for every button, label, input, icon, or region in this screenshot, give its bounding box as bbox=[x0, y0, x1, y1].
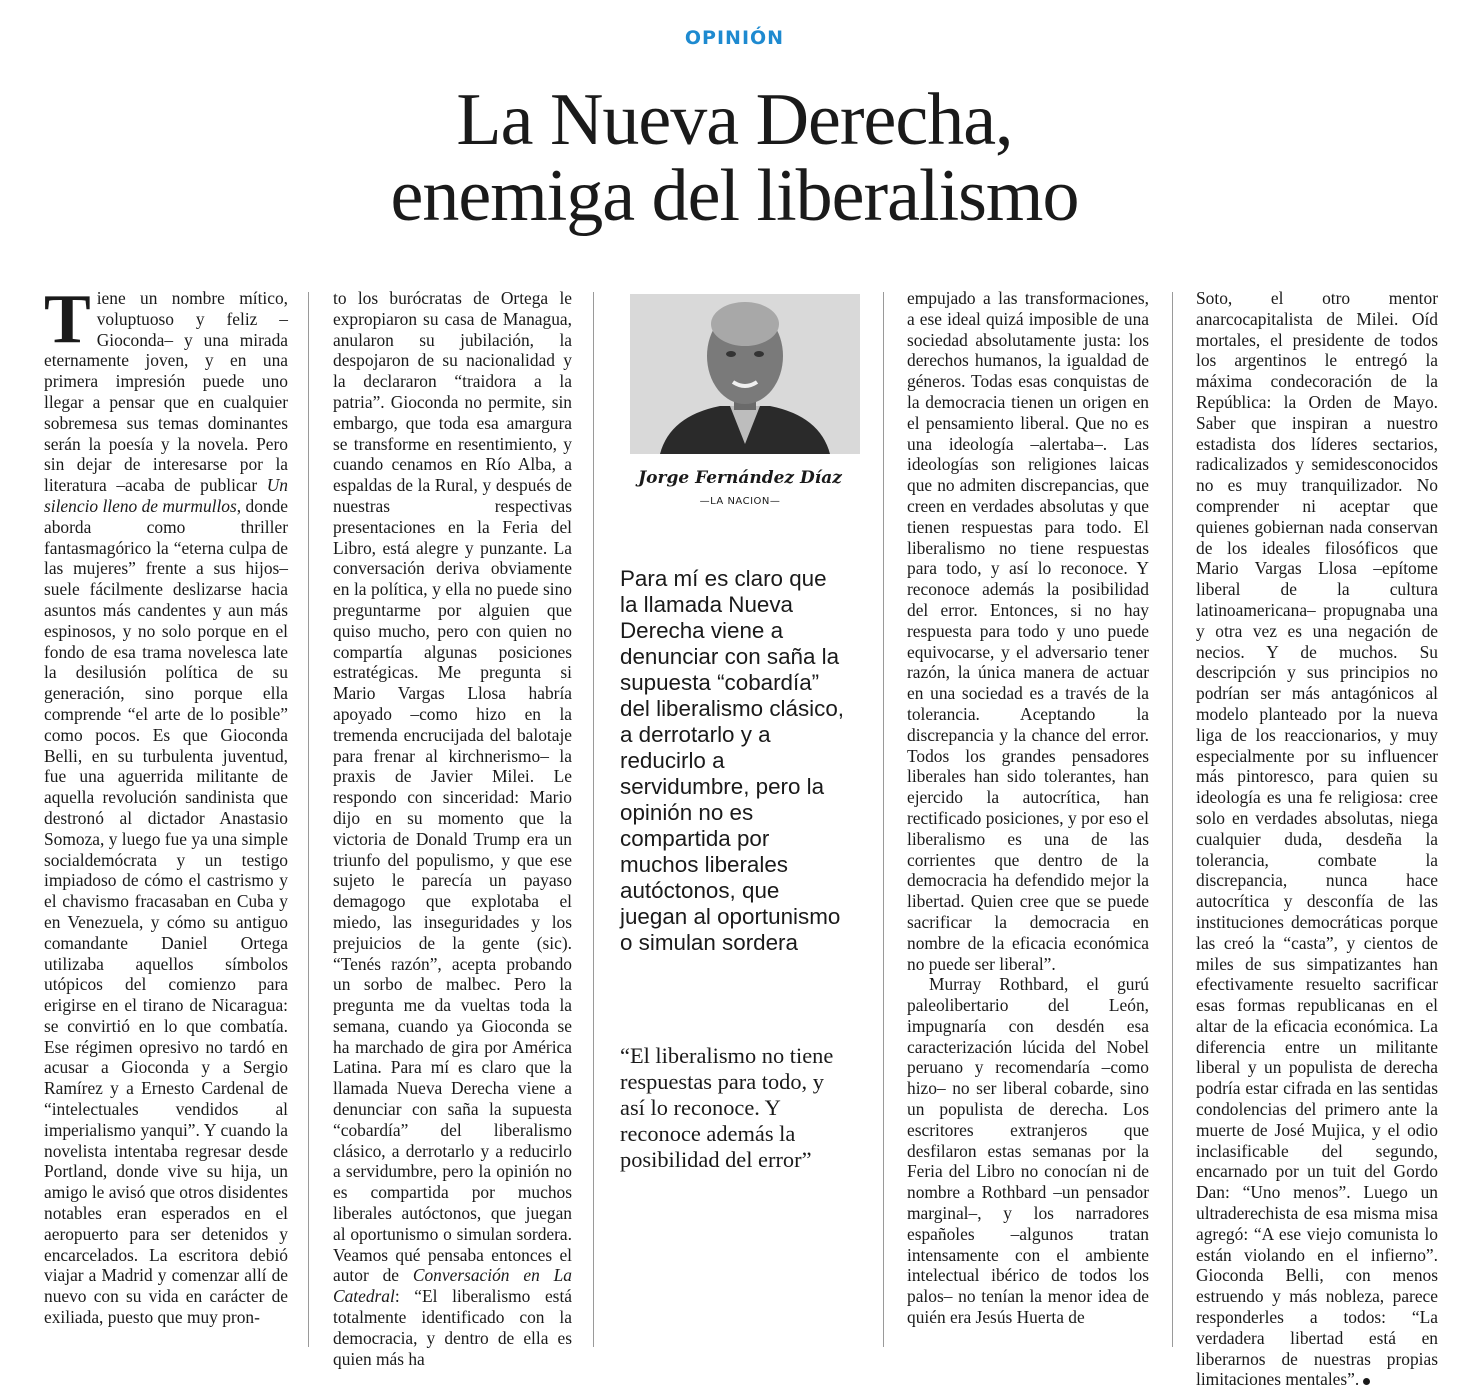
section-label: OPINIÓN bbox=[684, 27, 785, 49]
author-name: Jorge Fernández Díaz bbox=[638, 468, 842, 488]
body-text: to los burócratas de Ortega le expropiaron su casa de Managua, anularon su jubilación, la despojaron de su nacionalidad y la declararon “traidora a la patria”. Gioconda no permite, sin embargo, que toda esa amargura se transforme en resentimiento, y cuando cenamos en Río Alba, a espaldas de la Rural, y después de nuestras respectivas presentaciones en la Feria del Libro, está alegre y punzante. La conversación deriva obviamente en la política, y ella no puede sino preguntarme por alguien que quiso mucho, pero con quien no compartía algunas posiciones estratégicas. Me pregunta si Mario Vargas Llosa habría apoyado –como hizo en la tremenda encrucijada del balotaje para frenar al kirchnerismo– la praxis de Javier Milei. Le respondo con sinceridad: Mario dijo en su momento que la victoria de Donald Trump era un triunfo del populismo, y que ese sujeto le parecía un payaso demagogo que explotaba el miedo, las inseguridades y los prejuicios de la gente (sic). “Tenés razón”, acepta probando un sorbo de malbec. Pero la pregunta me da vueltas toda la semana, cuando ya Gioconda se ha marchado de gira por América Latina. Para mí es claro que la llamada Nueva Derecha viene a denunciar con saña la supuesta “cobardía” del liberalismo clásico, a derrotarlo y a reducirlo a servidumbre, pero la opinión no es compartida por muchos liberales autóctonos, que juegan al oportunismo o simulan sordera. Veamos qué pensaba entonces el autor de bbox=[333, 288, 572, 1286]
paragraph: Murray Rothbard, el gurú paleolibertario del León, impugnaría con desdén esa caracterización lúcida del Nobel peruano y recomendaría –como hizo– no ser liberal cobarde, sino un populista de derecha. Los escritores extranjeros que desfilaron estas semanas por la Feria del Libro no conocían ni de nombre a Rothbard –un pensador marginal–, y los narradores españoles –algunos tratan intensamente con el ambiente intelectual ibérico de todos los palos– no tenían la menor idea de quién era Jesús Huerta de bbox=[907, 974, 1149, 1328]
headline bbox=[0, 79, 1469, 237]
column-divider bbox=[593, 292, 594, 1347]
drop-cap: T bbox=[44, 281, 91, 358]
column-2 bbox=[333, 288, 573, 1369]
column-4 bbox=[907, 288, 1149, 1353]
author-portrait-icon bbox=[630, 294, 860, 454]
column-divider bbox=[308, 292, 309, 1347]
pull-quote-highlight: “El liberalismo no tiene respuestas para todo, y así lo reconoce. Y reconoce además la posibilidad del error” bbox=[620, 1043, 834, 1172]
author-photo bbox=[630, 294, 860, 454]
pull-quote: Para mí es claro que la llamada Nueva Derecha viene a denunciar con saña la supuesta “cobardía” del liberalismo clásico, a derrotarlo y a reducirlo a servidumbre, pero la opinión no es compartida por muchos liberales autóctonos, que juegan al oportunismo o simulan sordera bbox=[620, 566, 844, 955]
headline-line-2: enemiga del liberalismo bbox=[390, 155, 1079, 237]
paragraph bbox=[44, 281, 288, 1328]
body-text: Soto, el otro mentor anarcocapitalista de Milei. Oíd mortales, el presidente de todos los argentinos le entregó la máxima condecoración de la República: la Orden de Mayo. Saber que inspiran a nuestro estadista dos líderes sectarios, radicalizados y semidesconocidos no es muy tranquilizador. No comprender ni aceptar que quienes gobiernan nada conservan de los ideales filosóficos que Mario Vargas Llosa –epítome liberal de la cultura latinoamericana– propugnaba una y otra vez es una negación de necios. Y de muchos. Su descripción y sus principios no podrían ser más antagónicos al modelo planteado por la nueva liga de los reaccionarios, y muy especialmente por su influencer más pintoresco, para quien su ideología es una fe religiosa: cree solo en verdades absolutas, niega cualquier duda, desdeña la tolerancia, combate la discrepancia, nunca hace autocrítica y desconfía de las instituciones democráticas porque las creó la “casta”, y cientos de miles de sus simpatizantes han efectivamente resuelto sacrificar esas formas republicanas en el altar de la eficacia económica. La diferencia entre un militante liberal y un populista de derecha podría estar cifrada en las sentidas condolencias del primero ante la muerte de José Mujica, y el odio inclasificable del segundo, encarnado por un tuit del Gordo Dan: “Uno menos”. Luego un ultraderechista de esa misma misa agregó: “A ese viejo comunista lo están violando en el infierno”. Gioconda Belli, con menos estruendo y más nobleza, parece responderles a todos: “La verdadera libertad está en liberarnos de nuestras propias limitaciones mentales”. bbox=[1196, 288, 1438, 1390]
book-title: Conversación en La Catedral bbox=[333, 1265, 573, 1307]
author-outlet: —LA NACION— bbox=[699, 496, 781, 507]
column-divider bbox=[883, 292, 884, 1347]
column-divider bbox=[1172, 292, 1173, 1347]
column-1 bbox=[44, 281, 288, 1353]
paragraph bbox=[333, 288, 572, 1369]
paragraph: empujado a las transformaciones, a ese ideal quizá imposible de una sociedad absolutamente justa: los derechos humanos, la igualdad de géneros. Todas esas conquistas de la democracia tienen un origen en el pensamiento liberal. Que no es una ideología –alertaba–. Las ideologías son religiones laicas que no admiten discrepancias, que creen en verdades absolutas y que tienen respuestas para todo. El liberalismo no tiene respuestas para todo, y así lo reconoce. Y reconoce además la posibilidad del error. Entonces, si no hay respuesta para todo y uno puede equivocarse, y el adversario tener razón, la única manera de actuar en una sociedad es a través de la tolerancia. Aceptando la discrepancia y la chance del error. Todos los grandes pensadores liberales han sido tolerantes, han ejercido la autocrítica, han rectificado posiciones, y por eso el liberalismo es una de las corrientes que dentro de la democracia ha defendido mejor la libertad. Quien cree que se puede sacrificar la democracia en nombre de la eficacia económica no puede ser liberal”. bbox=[907, 288, 1149, 974]
column-5 bbox=[1196, 288, 1438, 1390]
headline-line-1: La Nueva Derecha, bbox=[456, 79, 1013, 161]
end-mark-icon bbox=[1363, 1378, 1370, 1385]
book-title: Un silencio lleno de murmullos bbox=[44, 475, 288, 516]
body-text: , donde aborda como thriller fantasmagórico la “eterna culpa de las mujeres” frente a sus hijos– suele fácilmente deslizarse hacia asuntos más candentes y aun más espinosos, y no solo porque en el fondo de esa trama novelesca late la desilusión política de su generación, sino porque ella comprende “el arte de lo posible” como pocos. Es que Gioconda Belli, en su turbulenta juventud, fue una aguerrida militante de aquella revolución sandinista que destronó al dictador Anastasio Somoza, y luego fue ya una simple socialdemócrata y un testigo impiadoso de cómo el castrismo y el chavismo fracasaban en Cuba y en Venezuela, y cómo su antiguo comandante Daniel Ortega utilizaba aquellos símbolos utópicos del comienzo para erigirse en el tirano de Nicaragua: se convirtió en lo que combatía. Ese régimen opresivo no tardó en acusar a Gioconda y a Sergio Ramírez y a Ernesto Cardenal de “intelectuales vendidos al imperialismo yanqui”. Y cuando la novelista intentaba regresar desde Portland, donde vive su hija, un amigo le avisó que otros disidentes notables eran esperados en el aeropuerto para ser detenidos y encarcelados. La escritora debió viajar a Madrid y comenzar allí de nuevo con su vida en carácter de exiliada, puesto que muy pron- bbox=[44, 495, 288, 1328]
paragraph bbox=[1196, 288, 1438, 1390]
body-text: iene un nombre mítico, voluptuoso y feliz –Gioconda– y una mirada eternamente joven, y en una primera impresión puede uno llegar a pensar que en cualquier sobremesa sus temas dominantes serán la poesía y la novela. Pero sin dejar de interesarse por la literatura –acaba de publicar bbox=[44, 288, 288, 496]
body-text: : “El liberalismo está totalmente identificado con la democracia, y dentro de ella es quien más ha bbox=[333, 1286, 572, 1369]
